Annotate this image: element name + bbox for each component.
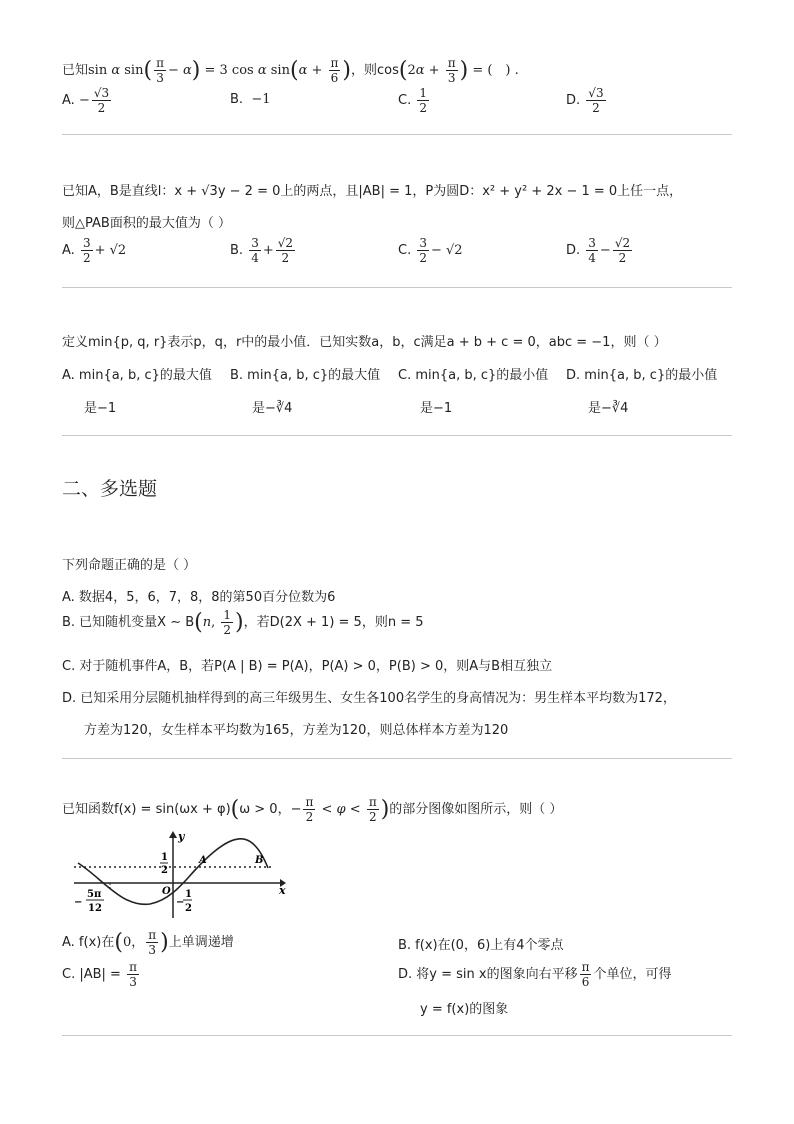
q5-option-b[interactable]: B. f(x)在(0，6)上有4个零点 [398, 938, 564, 953]
origin-label: O [162, 886, 171, 897]
q4-stem: 下列命题正确的是（ ） [62, 558, 197, 573]
divider [62, 287, 732, 288]
q4-option-d-line1[interactable]: D. 已知采用分层随机抽样得到的高三年级男生、女生各100名学生的身高情况为：男生样本平均数为172， [62, 691, 676, 706]
q3-option-a-line1[interactable]: A. min{a, b, c}的最大值 [62, 368, 212, 383]
y-axis-arrow [169, 831, 177, 838]
divider [62, 758, 732, 759]
q1-option-a[interactable]: A. − $\frac{√3}{2}$ [62, 86, 110, 115]
q3-option-d-line1[interactable]: D. min{a, b, c}的最小值 [566, 368, 718, 383]
q4-option-b[interactable]: B. 已知随机变量X ∼ B(n, $\frac{1}{2}$ )，若D(2X + 1) = 5，则n = 5 [62, 608, 424, 637]
q3-stem: 定义min{p, q, r}表示p，q，r中的最小值．已知实数a，b，c满足a + b + c = 0，abc = −1，则（ ） [62, 335, 667, 350]
point-a-label: A [199, 855, 207, 866]
point-b-label: B [255, 855, 264, 866]
q2-option-a[interactable]: A. $\frac{3}{2}$ + √2 [62, 236, 127, 265]
q5-option-d-line1[interactable]: D. 将y = sin x的图象向右平移 $\frac{\pi}{6}$ 个单位，可得 [398, 960, 672, 989]
q5-option-a[interactable]: A. f(x)在(0， $\frac{\pi}{3}$ )上单调递增 [62, 928, 234, 957]
q3-option-a-line2: 是−1 [84, 401, 117, 416]
q3-option-b-line1[interactable]: B. min{a, b, c}的最大值 [230, 368, 381, 383]
divider [62, 435, 732, 436]
q1-option-c[interactable]: C. $\frac{1}{2}$ [398, 86, 427, 115]
q4-option-c[interactable]: C. 对于随机事件A，B，若P(A | B) = P(A)，P(A) > 0，P(B) > 0，则A与B相互独立 [62, 659, 553, 674]
svg-text:2: 2 [185, 903, 192, 914]
svg-text:5π: 5π [87, 889, 102, 900]
q2-option-b[interactable]: B. $\frac{3}{4}$ + $\frac{√2}{2}$ [230, 236, 294, 265]
section-title: 二、多选题 [62, 478, 158, 500]
x-label: x [279, 884, 286, 897]
function-graph [72, 828, 290, 920]
q5-option-d-line2: y = f(x)的图象 [420, 1002, 509, 1017]
q1-stem: 已知sin α sin( $\frac{\pi}{3}$ − α) = 3 cos α sin(α + $\frac{\pi}{6}$ )，则cos(2α + $\frac{\pi}{3}$ ) = ( ) . [62, 56, 519, 85]
q3-option-c-line2: 是−1 [420, 401, 453, 416]
q3-option-b-line2: 是−∛4 [252, 401, 293, 416]
q3-option-c-line1[interactable]: C. min{a, b, c}的最小值 [398, 368, 549, 383]
q5-stem: 已知函数f(x) = sin(ωx + φ)(ω > 0，− $\frac{\pi}{2}$ < φ < $\frac{\pi}{2}$ )的部分图像如图所示，则（ ） [62, 795, 563, 824]
svg-text:2: 2 [161, 865, 168, 876]
divider [62, 134, 732, 135]
q4-option-a[interactable]: A. 数据4，5，6，7，8，8的第50百分位数为6 [62, 590, 336, 605]
q2-option-d[interactable]: D. $\frac{3}{4}$ − $\frac{√2}{2}$ [566, 236, 631, 265]
q4-option-d-line2: 方差为120，女生样本平均数为165，方差为120，则总体样本方差为120 [84, 723, 509, 738]
q2-line1: 已知A，B是直线l：x + √3y − 2 = 0上的两点，且|AB| = 1，P为圆D：x² + y² + 2x − 1 = 0上任一点， [62, 184, 683, 199]
svg-text:1: 1 [185, 889, 192, 900]
svg-text:1: 1 [161, 852, 168, 863]
y-label: y [178, 830, 185, 843]
q1-option-d[interactable]: D. $\frac{√3}{2}$ [566, 86, 604, 115]
svg-text:12: 12 [88, 903, 102, 914]
svg-text:−: − [74, 897, 83, 908]
q1-option-b[interactable]: B. −1 [230, 92, 271, 107]
q2-line2: 则△PAB面积的最大值为（ ） [62, 216, 231, 231]
divider [62, 1035, 732, 1036]
q2-option-c[interactable]: C. $\frac{3}{2}$ − √2 [398, 236, 463, 265]
q3-option-d-line2: 是−∛4 [588, 401, 629, 416]
svg-text:−: − [176, 897, 185, 908]
q5-option-c[interactable]: C. |AB| = $\frac{\pi}{3}$ [62, 960, 137, 989]
